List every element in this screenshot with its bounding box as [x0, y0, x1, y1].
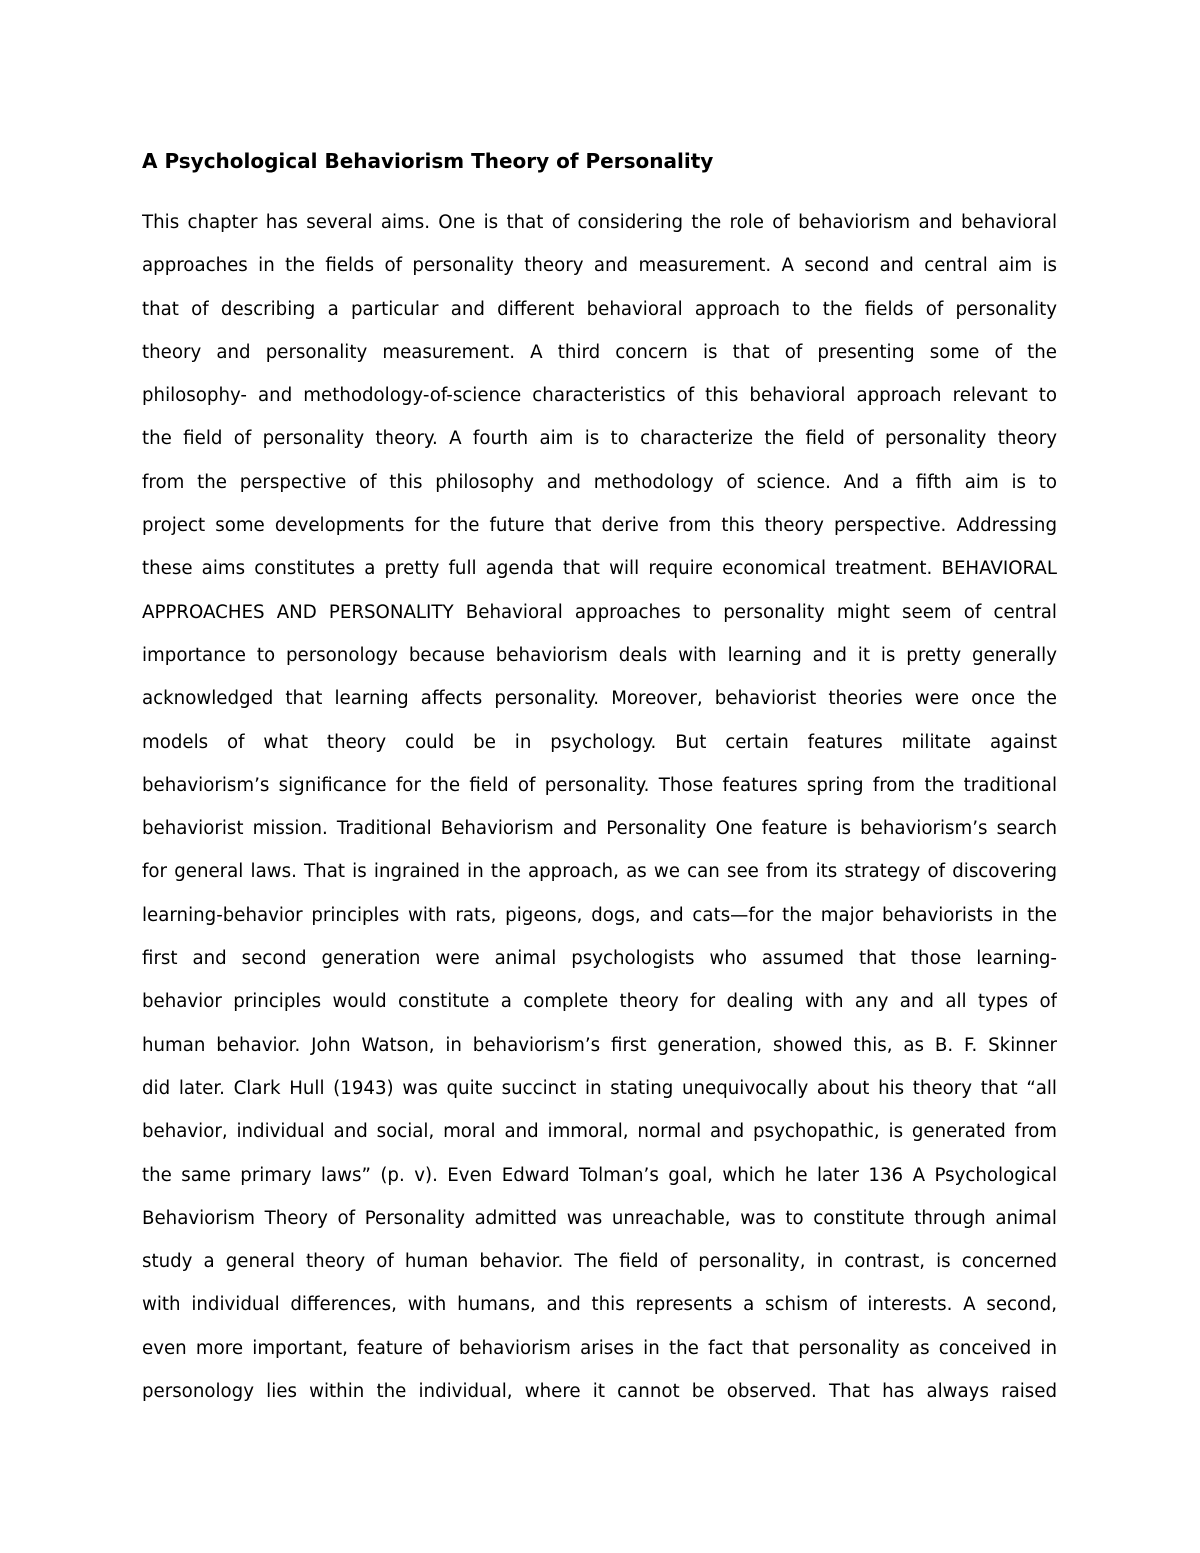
- body-line: This chapter has several aims. One is that of considering the role of behaviorism and behavioral: [142, 212, 1057, 233]
- body-line: behaviorism’s significance for the field of personality. Those features spring from the traditional: [142, 774, 1057, 796]
- body-line: for general laws. That is ingrained in the approach, as we can see from its strategy of discovering: [142, 861, 1057, 883]
- body-line: APPROACHES AND PERSONALITY Behavioral approaches to personality might seem of central: [142, 601, 1057, 623]
- document-body: [142, 201, 1057, 1413]
- body-line: behavior principles would constitute a complete theory for dealing with any and all types of: [142, 991, 1057, 1013]
- body-line: the field of personality theory. A fourth aim is to characterize the field of personality theory: [142, 428, 1057, 450]
- body-line: importance to personology because behaviorism deals with learning and it is pretty generally: [142, 644, 1057, 666]
- body-line: theory and personality measurement. A third concern is that of presenting some of the: [142, 341, 1057, 363]
- body-line: did later. Clark Hull (1943) was quite succinct in stating unequivocally about his theory that “all: [142, 1077, 1057, 1099]
- document-title: A Psychological Behaviorism Theory of Personality: [142, 149, 714, 173]
- body-line: project some developments for the future that derive from this theory perspective. Addressing: [142, 515, 1057, 537]
- body-line: Behaviorism Theory of Personality admitted was unreachable, was to constitute through animal: [142, 1207, 1057, 1229]
- body-line: approaches in the fields of personality theory and measurement. A second and central aim is: [142, 255, 1057, 277]
- body-line: study a general theory of human behavior. The field of personality, in contrast, is concerned: [142, 1251, 1057, 1273]
- body-line: personology lies within the individual, where it cannot be observed. That has always raised: [142, 1381, 1057, 1403]
- body-line: from the perspective of this philosophy and methodology of science. And a fifth aim is to: [142, 471, 1057, 493]
- body-line: the same primary laws” (p. v). Even Edward Tolman’s goal, which he later 136 A Psychological: [142, 1164, 1057, 1186]
- body-line: behaviorist mission. Traditional Behaviorism and Personality One feature is behaviorism’s search: [142, 818, 1057, 840]
- body-line: learning-behavior principles with rats, pigeons, dogs, and cats—for the major behaviorists in the: [142, 904, 1057, 926]
- body-line: models of what theory could be in psychology. But certain features militate against: [142, 731, 1057, 753]
- body-line: behavior, individual and social, moral and immoral, normal and psychopathic, is generated from: [142, 1121, 1057, 1143]
- body-line: with individual differences, with humans, and this represents a schism of interests. A second,: [142, 1294, 1057, 1316]
- body-line: these aims constitutes a pretty full agenda that will require economical treatment. BEHAVIORAL: [142, 558, 1057, 580]
- body-line: even more important, feature of behaviorism arises in the fact that personality as conceived in: [142, 1337, 1057, 1359]
- body-line: that of describing a particular and different behavioral approach to the fields of personality: [142, 298, 1057, 320]
- body-line: philosophy- and methodology-of-science characteristics of this behavioral approach relevant to: [142, 385, 1057, 407]
- body-line: first and second generation were animal psychologists who assumed that those learning-: [142, 948, 1057, 970]
- body-line: acknowledged that learning affects personality. Moreover, behaviorist theories were once the: [142, 688, 1057, 710]
- body-line: human behavior. John Watson, in behaviorism’s first generation, showed this, as B. F. Skinner: [142, 1034, 1057, 1056]
